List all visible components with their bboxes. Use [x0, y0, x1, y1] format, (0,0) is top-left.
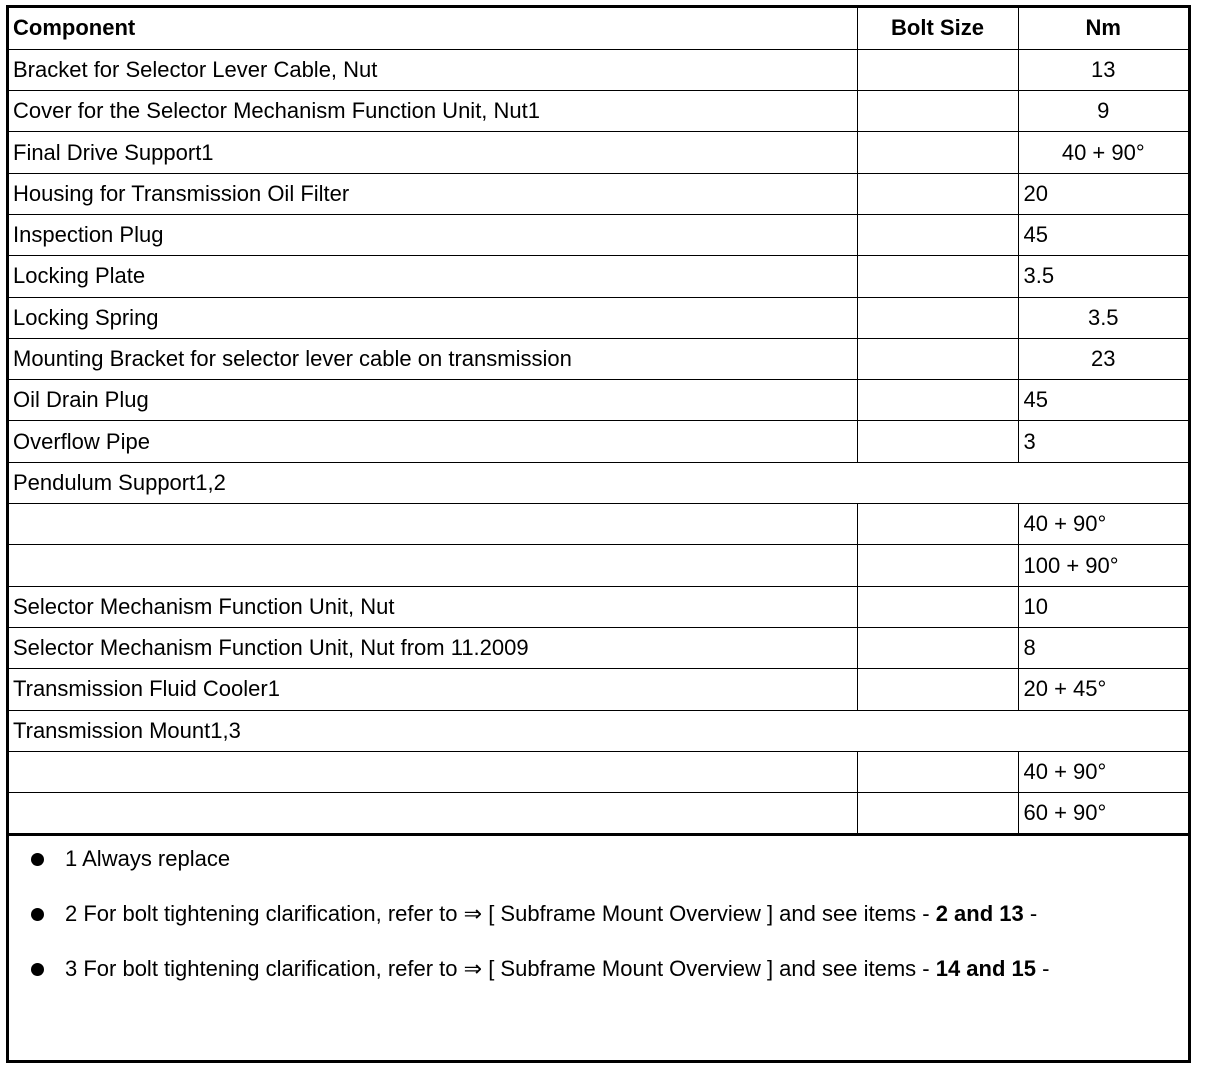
- bolt-size-cell: [857, 380, 1018, 421]
- torque-nm-cell: 100 + 90°: [1018, 545, 1188, 586]
- footnotes: [9, 834, 1188, 980]
- table-row: [9, 627, 1188, 668]
- torque-nm-cell: 3.5: [1018, 256, 1188, 297]
- torque-nm-cell: 8: [1018, 627, 1188, 668]
- component-cell: Final Drive Support1: [9, 132, 857, 173]
- component-cell: Oil Drain Plug: [9, 380, 857, 421]
- component-cell: [9, 545, 857, 586]
- table-row: [9, 173, 1188, 214]
- bolt-size-cell: [857, 173, 1018, 214]
- bolt-size-cell: [857, 297, 1018, 338]
- table-row: [9, 462, 1188, 503]
- component-cell: Housing for Transmission Oil Filter: [9, 173, 857, 214]
- bolt-size-cell: [857, 421, 1018, 462]
- table-row: [9, 214, 1188, 255]
- torque-spec-document: [6, 5, 1191, 1063]
- footnote-tail: -: [1023, 901, 1038, 927]
- component-cell: Mounting Bracket for selector lever cable on transmission: [9, 338, 857, 379]
- footnote-item: [31, 958, 1188, 980]
- bolt-size-cell: [857, 669, 1018, 710]
- table-body: [9, 49, 1188, 834]
- bolt-size-cell: [857, 545, 1018, 586]
- table-row: [9, 586, 1188, 627]
- bullet-icon: [31, 853, 44, 866]
- bolt-size-cell: [857, 627, 1018, 668]
- header-bolt-size: Bolt Size: [857, 8, 1018, 49]
- torque-nm-cell: 13: [1018, 49, 1188, 90]
- bolt-size-cell: [857, 586, 1018, 627]
- torque-nm-cell: 10: [1018, 586, 1188, 627]
- torque-nm-cell: 45: [1018, 214, 1188, 255]
- table-row: [9, 132, 1188, 173]
- torque-nm-cell: 20: [1018, 173, 1188, 214]
- component-cell: [9, 751, 857, 792]
- component-cell: [9, 504, 857, 545]
- torque-nm-cell: 3.5: [1018, 297, 1188, 338]
- bolt-size-cell: [857, 214, 1018, 255]
- component-cell: Selector Mechanism Function Unit, Nut from 11.2009: [9, 627, 857, 668]
- header-component: Component: [9, 8, 857, 49]
- component-cell: [9, 793, 857, 834]
- footnote-items-ref: 2 and 13: [935, 901, 1024, 927]
- footnote-text: 1 Always replace: [65, 846, 231, 872]
- torque-nm-cell: 40 + 90°: [1018, 751, 1188, 792]
- table-row: [9, 669, 1188, 710]
- table-row: [9, 751, 1188, 792]
- torque-nm-cell: 40 + 90°: [1018, 504, 1188, 545]
- footnote-tail: -: [1035, 956, 1050, 982]
- group-heading-cell: Pendulum Support1,2: [9, 462, 1188, 503]
- bolt-size-cell: [857, 793, 1018, 834]
- table-row: [9, 91, 1188, 132]
- table-row: [9, 380, 1188, 421]
- component-cell: Overflow Pipe: [9, 421, 857, 462]
- table-row: [9, 504, 1188, 545]
- table-row: [9, 297, 1188, 338]
- table-row: [9, 793, 1188, 834]
- torque-nm-cell: 9: [1018, 91, 1188, 132]
- footnote-item: [31, 903, 1188, 925]
- bullet-icon: [31, 908, 44, 921]
- component-cell: Inspection Plug: [9, 214, 857, 255]
- bolt-size-cell: [857, 132, 1018, 173]
- bullet-icon: [31, 963, 44, 976]
- component-cell: Bracket for Selector Lever Cable, Nut: [9, 49, 857, 90]
- component-cell: Selector Mechanism Function Unit, Nut: [9, 586, 857, 627]
- bolt-size-cell: [857, 504, 1018, 545]
- footnote-items-ref: 14 and 15: [935, 956, 1036, 982]
- component-cell: Locking Plate: [9, 256, 857, 297]
- table-row: [9, 49, 1188, 90]
- component-cell: Locking Spring: [9, 297, 857, 338]
- torque-table: [9, 8, 1188, 834]
- torque-nm-cell: 40 + 90°: [1018, 132, 1188, 173]
- bolt-size-cell: [857, 91, 1018, 132]
- header-nm: Nm: [1018, 8, 1188, 49]
- footnote-text: 2 For bolt tightening clarification, refer to ⇒ [ Subframe Mount Overview ] and see items -: [65, 901, 936, 927]
- component-cell: Transmission Fluid Cooler1: [9, 669, 857, 710]
- torque-nm-cell: 3: [1018, 421, 1188, 462]
- table-row: [9, 256, 1188, 297]
- bolt-size-cell: [857, 338, 1018, 379]
- footnote-item: [31, 848, 1188, 870]
- table-row: [9, 710, 1188, 751]
- bolt-size-cell: [857, 751, 1018, 792]
- torque-nm-cell: 60 + 90°: [1018, 793, 1188, 834]
- footnote-text: 3 For bolt tightening clarification, refer to ⇒ [ Subframe Mount Overview ] and see items -: [65, 956, 936, 982]
- group-heading-cell: Transmission Mount1,3: [9, 710, 1188, 751]
- torque-nm-cell: 45: [1018, 380, 1188, 421]
- table-row: [9, 421, 1188, 462]
- table-row: [9, 545, 1188, 586]
- torque-nm-cell: 23: [1018, 338, 1188, 379]
- table-row: [9, 338, 1188, 379]
- bolt-size-cell: [857, 49, 1018, 90]
- torque-nm-cell: 20 + 45°: [1018, 669, 1188, 710]
- bolt-size-cell: [857, 256, 1018, 297]
- table-header-row: [9, 8, 1188, 49]
- component-cell: Cover for the Selector Mechanism Function Unit, Nut1: [9, 91, 857, 132]
